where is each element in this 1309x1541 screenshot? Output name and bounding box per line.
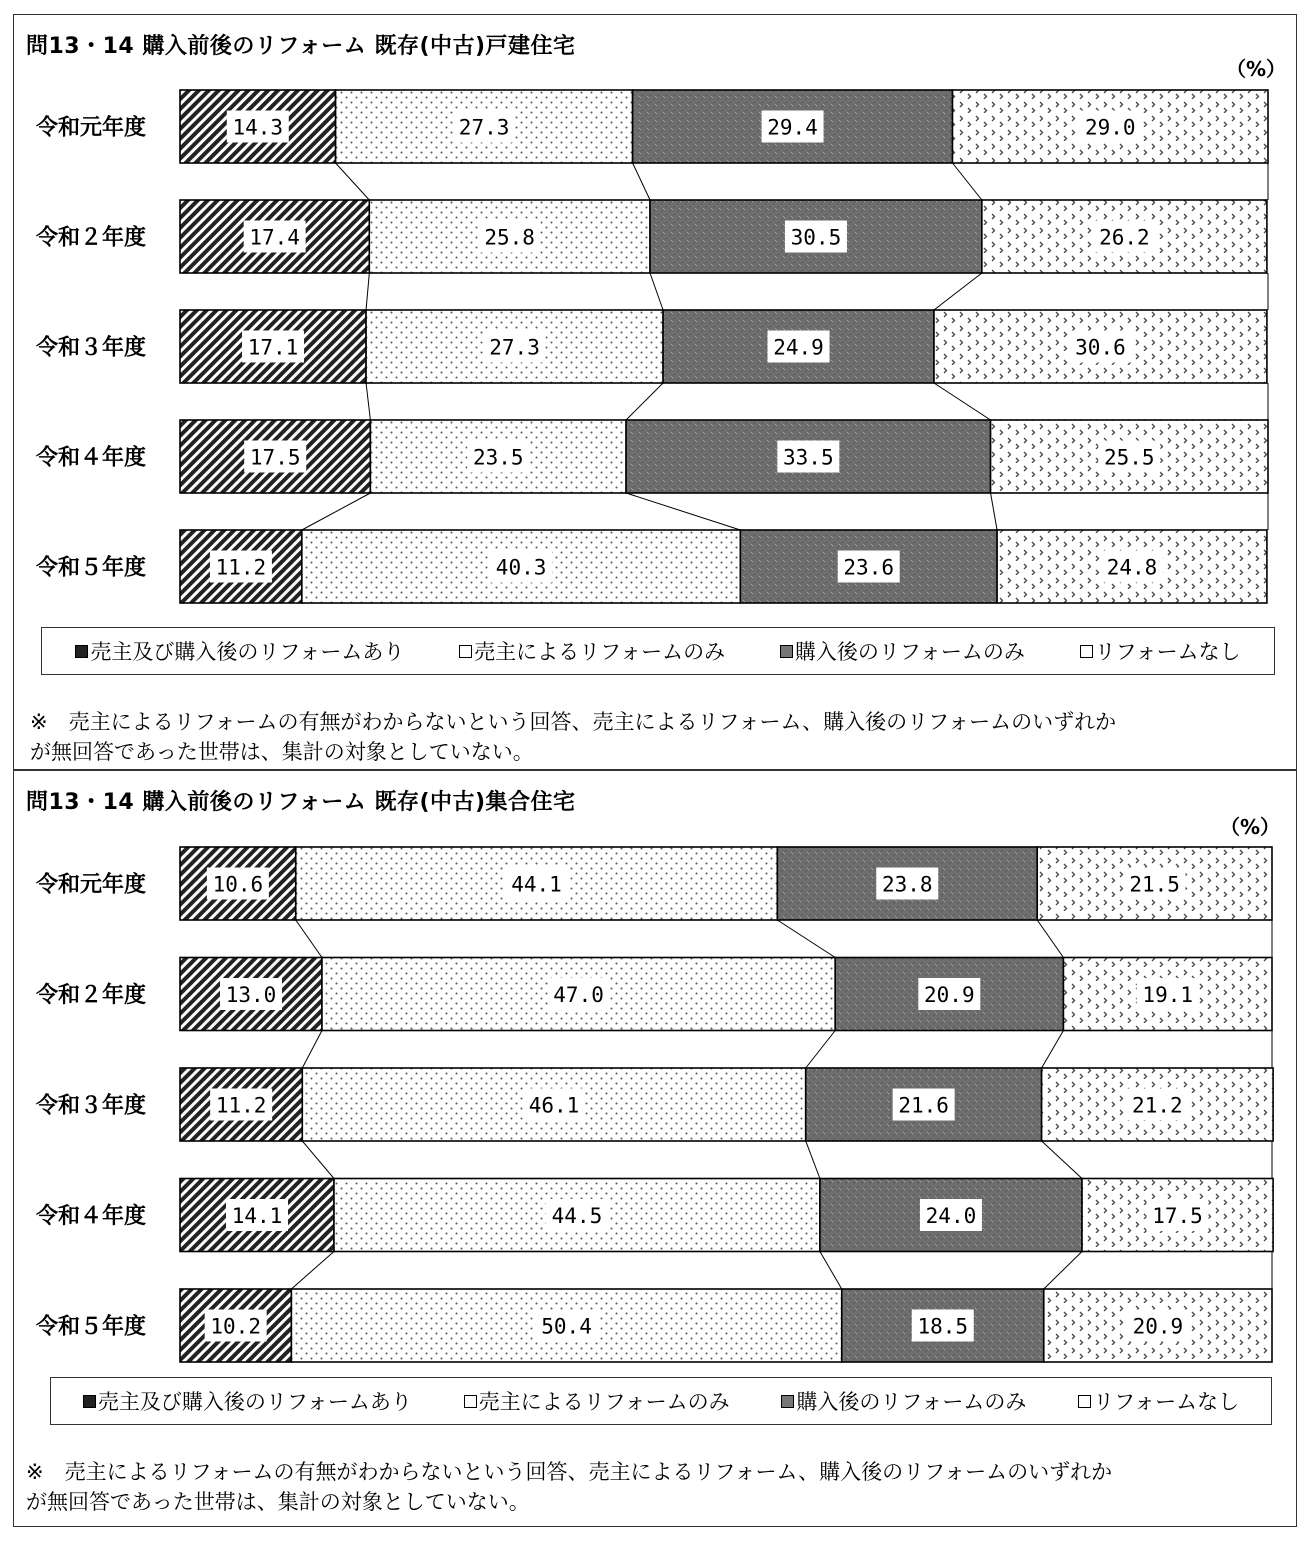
category-label: 令和４年度 — [36, 1204, 147, 1229]
connector-line — [366, 273, 369, 310]
connector-line — [302, 1141, 334, 1179]
legend-label: 売主によるリフォームのみ — [478, 1390, 730, 1414]
connector-line — [934, 273, 982, 310]
unit-label: （%） — [1226, 57, 1287, 81]
connector-line — [1044, 1252, 1082, 1290]
legend-swatch-diagonal-icon — [83, 1395, 96, 1408]
data-label: 14.1 — [231, 1204, 283, 1228]
legend-swatch-chevron-icon — [1078, 1395, 1091, 1408]
legend-label: リフォームなし — [1093, 1390, 1240, 1414]
data-label: 17.5 — [249, 445, 301, 470]
legend — [41, 627, 1275, 675]
legend-item-buyer — [781, 1386, 1026, 1416]
connector-line — [934, 383, 991, 420]
category-label: 令和元年度 — [36, 115, 147, 141]
footnote — [26, 1457, 1112, 1517]
legend-label: 購入後のリフォームのみ — [796, 1390, 1027, 1414]
footnote-line: が無回答であった世帯は、集計の対象としていない。 — [26, 1490, 530, 1514]
connector-line — [1037, 920, 1063, 958]
data-label: 21.5 — [1129, 872, 1180, 897]
legend-label: 売主によるリフォームのみ — [474, 640, 726, 664]
connector-line — [302, 493, 371, 530]
connector-line — [1042, 1031, 1064, 1069]
data-label: 50.4 — [541, 1314, 592, 1339]
connector-line — [650, 273, 663, 310]
connector-line — [820, 1252, 842, 1290]
data-label: 20.9 — [1132, 1314, 1184, 1339]
category-label: 令和３年度 — [36, 1093, 147, 1119]
footnote-line: が無回答であった世帯は、集計の対象としていない。 — [30, 740, 534, 764]
data-label: 26.2 — [1099, 225, 1150, 250]
connector-line — [626, 493, 740, 530]
legend-label: 売主及び購入後のリフォームあり — [90, 640, 405, 664]
connector-line — [991, 493, 998, 530]
legend-item-both — [83, 1386, 412, 1416]
connector-line — [806, 1141, 820, 1179]
unit-label: （%） — [1220, 815, 1281, 839]
category-label: 令和４年度 — [36, 445, 147, 471]
data-label: 24.9 — [773, 335, 824, 360]
data-label: 13.0 — [225, 983, 277, 1007]
legend-item-none — [1078, 1386, 1239, 1416]
connector-line — [952, 163, 981, 200]
legend-label: 購入後のリフォームのみ — [794, 640, 1025, 664]
category-label: 令和３年度 — [36, 335, 147, 361]
legend-swatch-crosshatch-icon — [781, 1395, 794, 1408]
data-label: 23.8 — [881, 872, 933, 897]
legend-item-seller — [459, 636, 725, 666]
data-label: 25.8 — [484, 225, 535, 250]
legend-item-both — [75, 636, 404, 666]
data-label: 23.6 — [843, 555, 894, 580]
data-label: 21.6 — [898, 1093, 949, 1118]
data-label: 33.5 — [783, 445, 834, 470]
connector-line — [336, 163, 370, 200]
data-label: 17.1 — [247, 335, 299, 360]
category-label: 令和５年度 — [36, 1314, 147, 1340]
data-label: 29.4 — [767, 115, 818, 140]
connector-line — [1042, 1141, 1082, 1179]
data-label: 44.5 — [551, 1204, 603, 1228]
chart-title: 問13・14 購入前後のリフォーム 既存(中古)集合住宅 — [26, 790, 576, 815]
data-label: 11.2 — [215, 555, 267, 580]
data-label: 44.1 — [511, 872, 562, 897]
data-label: 24.8 — [1106, 555, 1158, 580]
data-label: 27.3 — [458, 115, 510, 140]
data-label: 10.2 — [210, 1314, 261, 1339]
footnote — [30, 707, 1116, 767]
connector-line — [777, 920, 835, 958]
connector-line — [291, 1252, 334, 1290]
legend-swatch-dots-icon — [464, 1395, 477, 1408]
category-label: 令和５年度 — [36, 555, 147, 581]
legend-swatch-dots-icon — [459, 645, 472, 658]
data-label: 11.2 — [215, 1093, 267, 1118]
legend-swatch-crosshatch-icon — [780, 645, 793, 658]
connector-line — [366, 383, 370, 420]
data-label: 19.1 — [1142, 983, 1194, 1007]
data-label: 20.9 — [924, 983, 975, 1007]
data-label: 23.5 — [472, 445, 524, 470]
data-label: 21.2 — [1132, 1093, 1183, 1118]
category-label: 令和２年度 — [36, 983, 147, 1008]
legend-swatch-diagonal-icon — [75, 645, 88, 658]
legend-label: 売主及び購入後のリフォームあり — [97, 1390, 412, 1414]
data-label: 47.0 — [553, 983, 604, 1007]
connector-line — [296, 920, 322, 958]
data-label: 10.6 — [212, 872, 264, 897]
legend — [50, 1377, 1272, 1425]
category-label: 令和２年度 — [36, 225, 147, 251]
stacked-bar-chart-detached — [14, 15, 1298, 615]
category-label: 令和元年度 — [36, 872, 147, 898]
data-label: 18.5 — [917, 1314, 969, 1339]
data-label: 17.5 — [1152, 1204, 1203, 1228]
connector-line — [302, 1031, 322, 1069]
data-label: 29.0 — [1084, 115, 1136, 140]
data-label: 14.3 — [232, 115, 284, 140]
legend-item-seller — [464, 1386, 730, 1416]
legend-swatch-chevron-icon — [1080, 645, 1093, 658]
chart-panel-apartment — [13, 770, 1297, 1527]
chart-panel-detached — [13, 14, 1297, 770]
connector-line — [633, 163, 650, 200]
data-label: 40.3 — [495, 555, 547, 580]
data-label: 30.6 — [1075, 335, 1126, 360]
stacked-bar-chart-apartment — [14, 771, 1298, 1376]
footnote-line: ※ 売主によるリフォームの有無がわからないという回答、売主によるリフォーム、購入後のリフォームのいずれか — [26, 1460, 1113, 1484]
legend-item-buyer — [780, 636, 1025, 666]
data-label: 17.4 — [249, 225, 300, 250]
connector-line — [806, 1031, 835, 1069]
data-label: 24.0 — [925, 1204, 977, 1228]
data-label: 46.1 — [528, 1093, 580, 1118]
legend-label: リフォームなし — [1094, 640, 1241, 664]
data-label: 27.3 — [489, 335, 540, 360]
footnote-line: ※ 売主によるリフォームの有無がわからないという回答、売主によるリフォーム、購入後のリフォームのいずれか — [30, 710, 1117, 734]
legend-item-none — [1080, 636, 1241, 666]
data-label: 25.5 — [1103, 445, 1155, 470]
data-label: 30.5 — [790, 225, 842, 250]
connector-line — [626, 383, 663, 420]
chart-title: 問13・14 購入前後のリフォーム 既存(中古)戸建住宅 — [26, 34, 576, 59]
